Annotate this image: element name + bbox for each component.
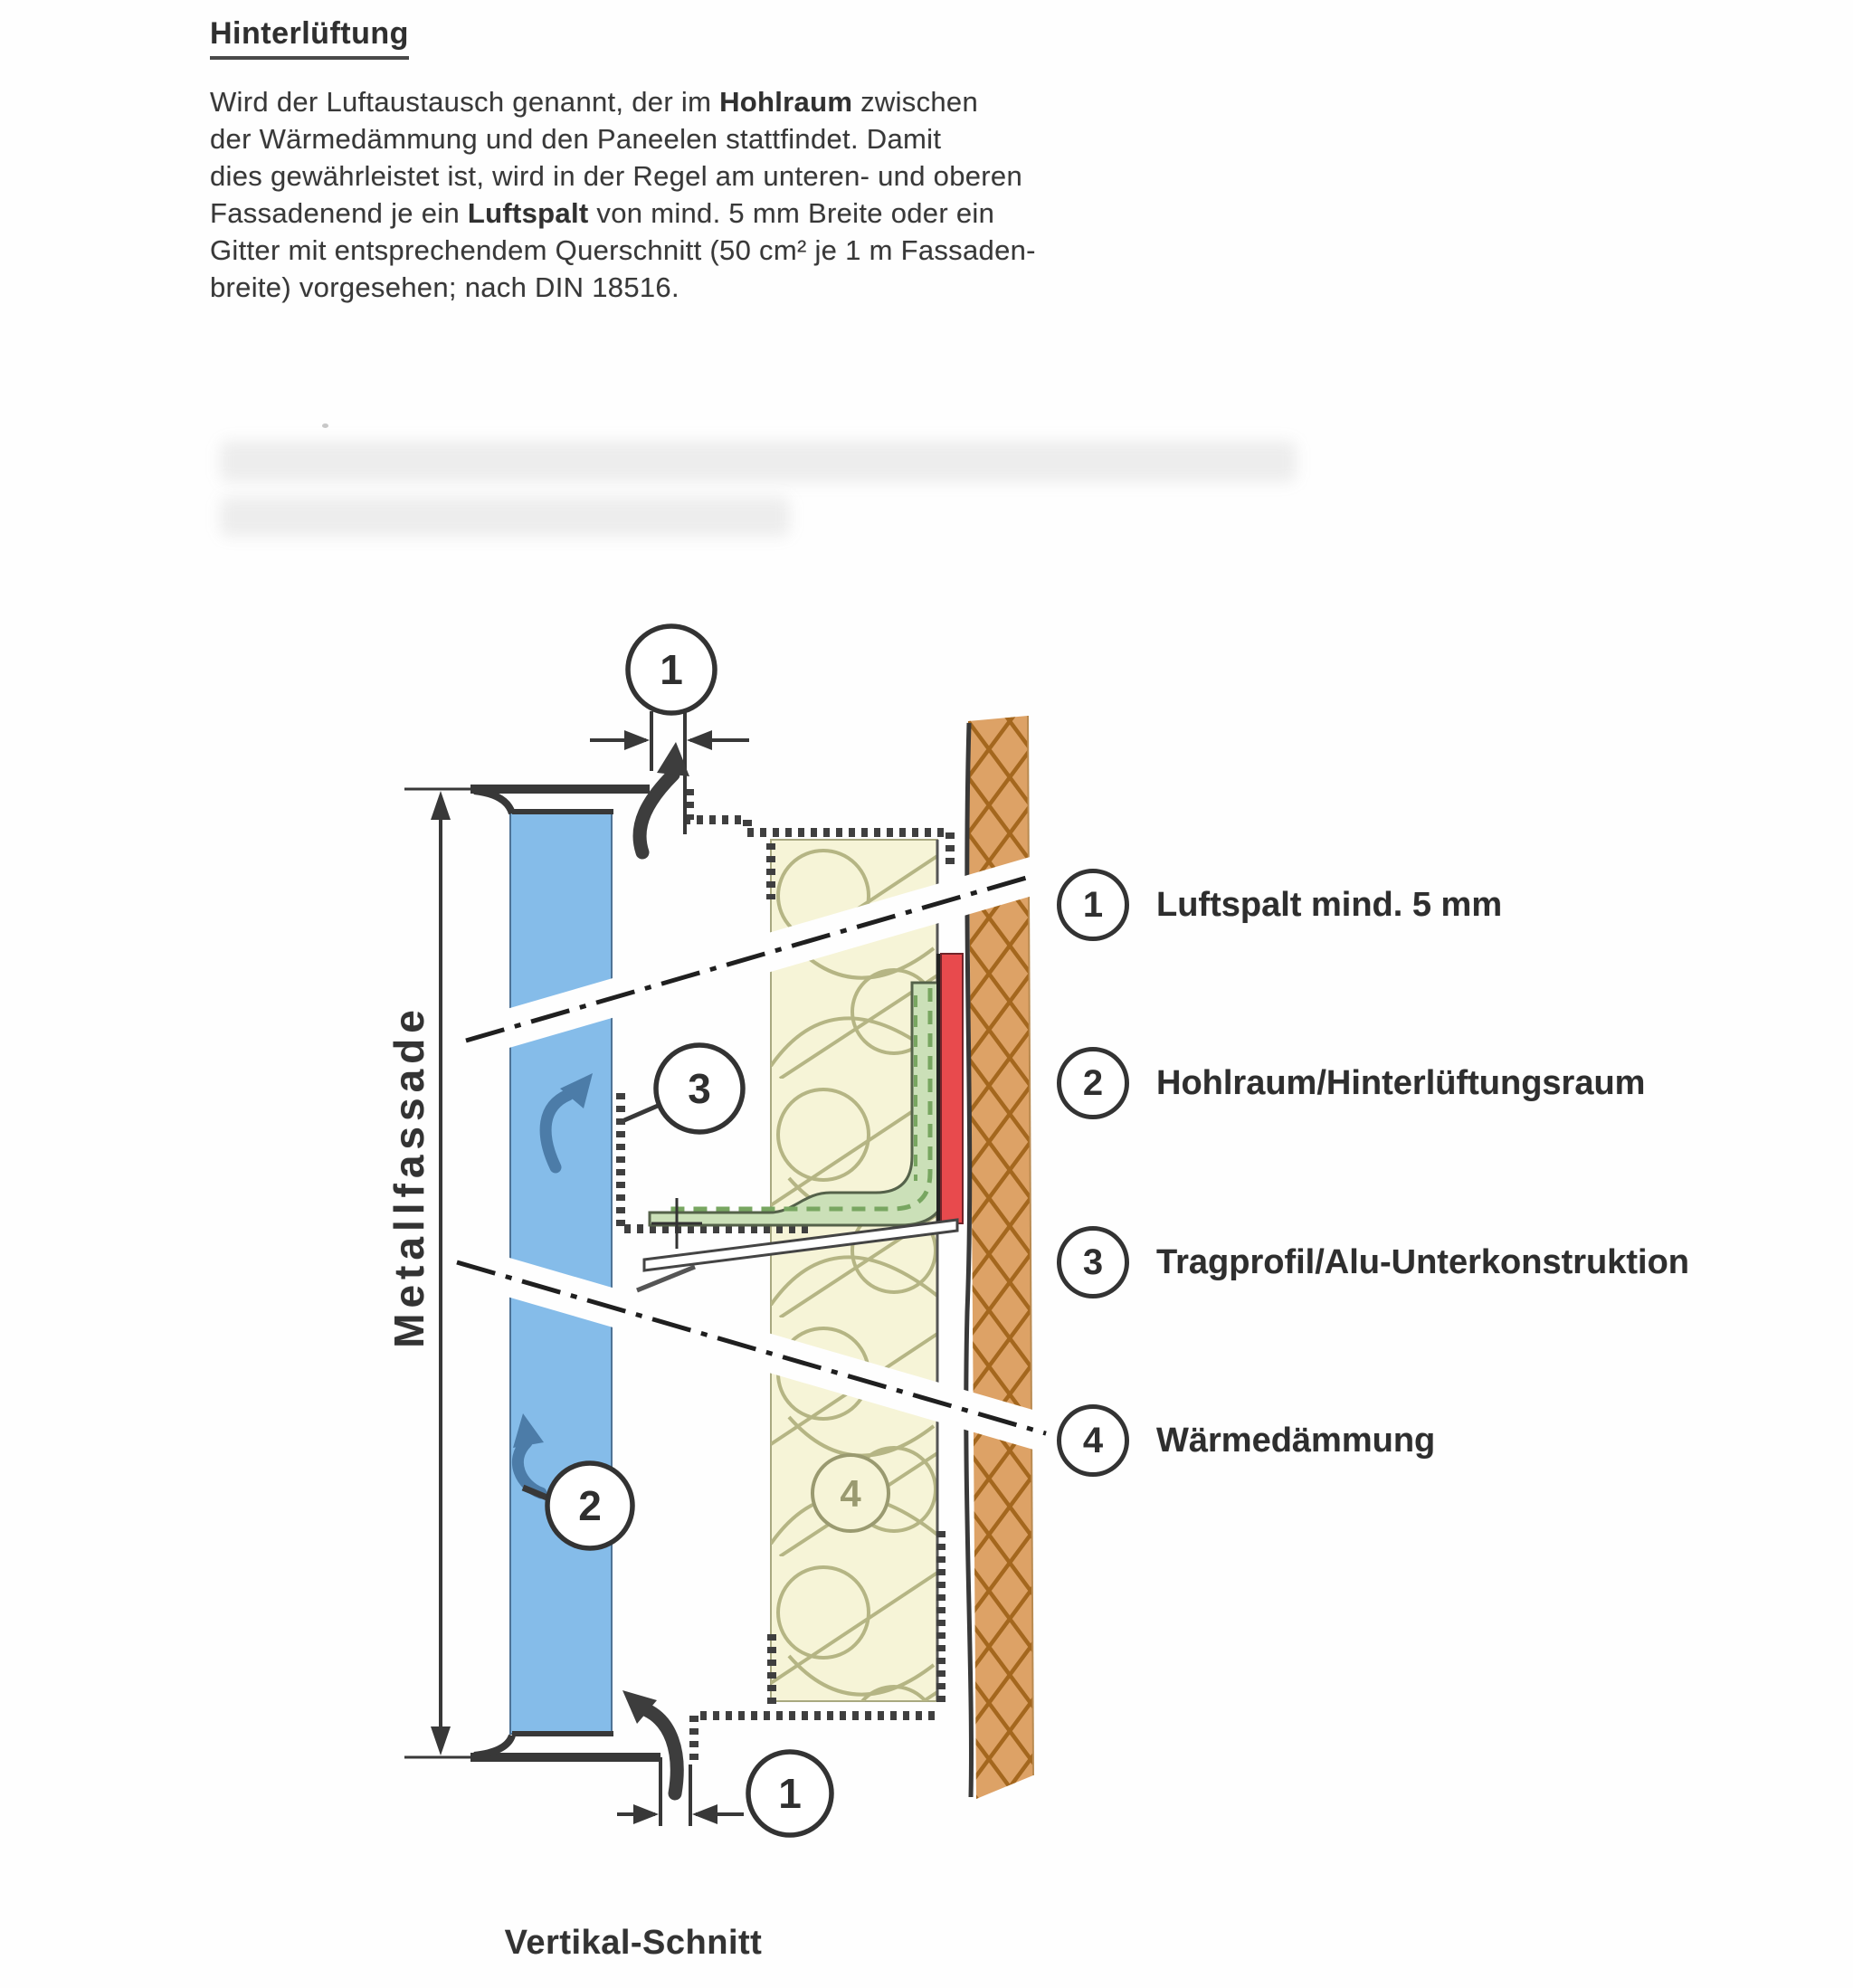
- leader-line-bracket: [624, 1106, 658, 1120]
- anchor-strip: [938, 954, 963, 1223]
- svg-text:3: 3: [688, 1065, 711, 1112]
- callout-bottom-gap: [748, 1752, 831, 1835]
- legend-number-badge: [1057, 1226, 1129, 1298]
- legend-number-badge: [1057, 869, 1129, 941]
- diagram-caption: Vertikal-Schnitt: [504, 1924, 763, 1962]
- airflow-arrow-bottom: [622, 1690, 677, 1793]
- text-run: zwischen: [852, 86, 978, 118]
- legend-item: [1057, 869, 1502, 941]
- legend-label: Hohlraum/Hinterlüftungsraum: [1156, 1063, 1646, 1102]
- legend-number-badge: [1057, 1047, 1129, 1119]
- legend-number-badge: [1057, 1404, 1129, 1477]
- callout-insulation: [812, 1455, 888, 1531]
- text-run-bold: Hohlraum: [719, 86, 853, 118]
- legend-number: 4: [1082, 1420, 1104, 1460]
- callout-top-gap: [628, 626, 715, 713]
- insulation-block: [771, 840, 937, 1701]
- text-run-bold: Luftspalt: [467, 197, 589, 229]
- bottom-gap-dimension: [617, 1804, 744, 1824]
- legend-label: Wärmedämmung: [1156, 1421, 1436, 1460]
- paragraph-line: dies gewährleistet ist, wird in der Regel am unteren- und oberen: [210, 160, 1023, 192]
- text-run: Fassadenend je ein: [210, 197, 468, 229]
- text-run: von mind. 5 mm Breite oder ein: [588, 197, 995, 229]
- legend-number: 3: [1082, 1241, 1104, 1282]
- callout-hollow-space: [547, 1463, 632, 1548]
- svg-text:4: 4: [840, 1472, 861, 1515]
- legend-number: 2: [1082, 1062, 1104, 1103]
- legend-item: [1057, 1047, 1645, 1119]
- paragraph-line: breite) vorgesehen; nach DIN 18516.: [210, 271, 679, 303]
- text-run: Wird der Luftaustausch genannt, der im: [210, 86, 720, 118]
- legend-item: [1057, 1226, 1689, 1298]
- svg-text:2: 2: [578, 1482, 602, 1529]
- facade-side-label: Metallfassade: [385, 1004, 432, 1348]
- page-title: Hinterlüftung: [210, 16, 409, 60]
- callout-bracket: [656, 1045, 743, 1132]
- svg-text:1: 1: [778, 1770, 802, 1817]
- airflow-arrow-top: [640, 742, 689, 852]
- paragraph-line: Gitter mit entsprechendem Querschnitt (50 cm² je 1 m Fassaden-: [210, 234, 1036, 266]
- legend-number: 1: [1082, 884, 1104, 925]
- legend-label: Tragprofil/Alu-Unterkonstruktion: [1156, 1242, 1689, 1281]
- svg-text:1: 1: [660, 646, 683, 693]
- legend-item: [1057, 1404, 1435, 1477]
- legend-label: Luftspalt mind. 5 mm: [1156, 885, 1503, 924]
- paragraph-line: der Wärmedämmung und den Paneelen stattfindet. Damit: [210, 123, 942, 155]
